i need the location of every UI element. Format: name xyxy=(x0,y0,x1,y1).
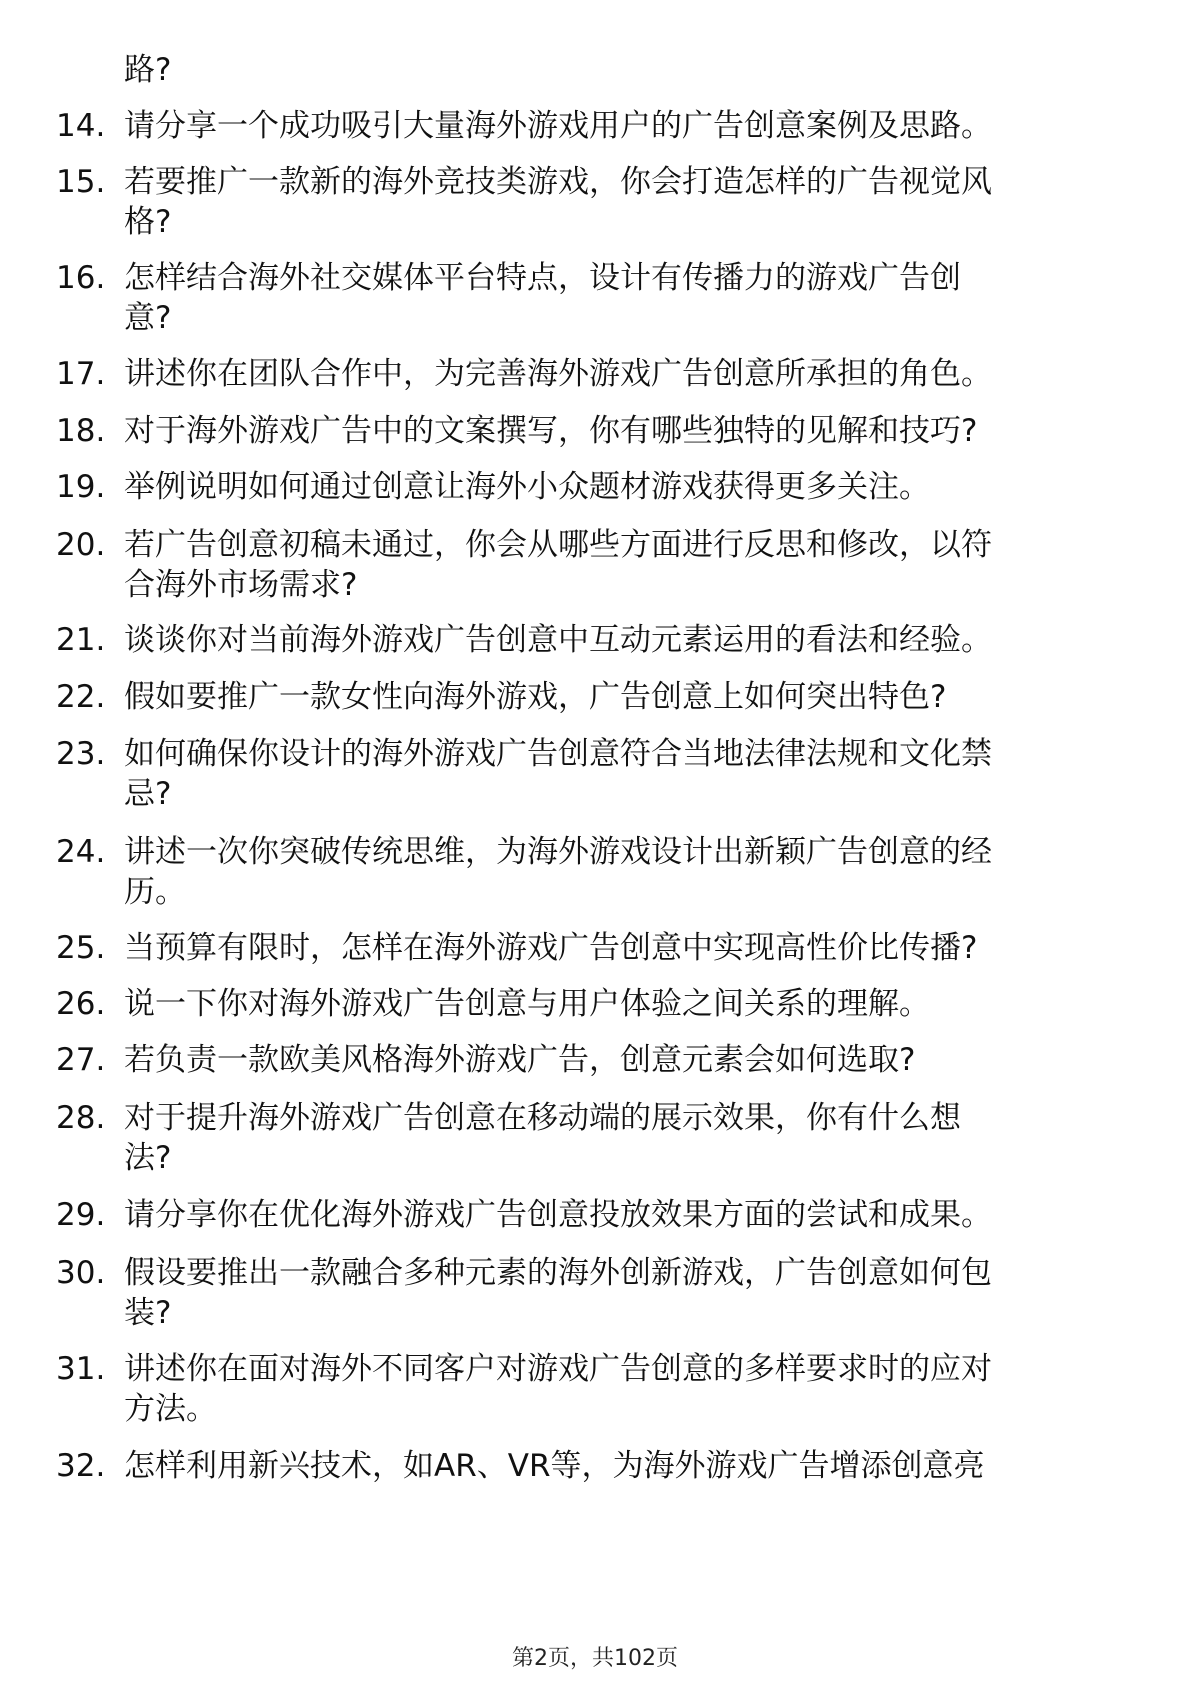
question-number: 17. xyxy=(56,356,106,392)
question-text-line: 对于海外游戏广告中的文案撰写，你有哪些独特的见解和技巧? xyxy=(124,413,978,449)
question-text-line: 合海外市场需求? xyxy=(124,567,358,603)
question-number: 23. xyxy=(56,736,106,772)
question-text-line: 请分享一个成功吸引大量海外游戏用户的广告创意案例及思路。 xyxy=(124,108,992,144)
question-text-line: 说一下你对海外游戏广告创意与用户体验之间关系的理解。 xyxy=(124,986,930,1022)
question-number: 18. xyxy=(56,413,106,449)
question-text-line: 若负责一款欧美风格海外游戏广告，创意元素会如何选取? xyxy=(124,1042,916,1078)
question-number: 24. xyxy=(56,834,106,870)
question-text-line: 举例说明如何通过创意让海外小众题材游戏获得更多关注。 xyxy=(124,469,930,505)
question-text-line: 忌? xyxy=(124,776,172,812)
question-number: 27. xyxy=(56,1042,106,1078)
question-number: 19. xyxy=(56,469,106,505)
question-text-line: 装? xyxy=(124,1295,172,1331)
question-number: 26. xyxy=(56,986,106,1022)
question-text-line: 格? xyxy=(124,204,172,240)
continuation-text: 路? xyxy=(124,52,172,88)
question-text-line: 怎样结合海外社交媒体平台特点，设计有传播力的游戏广告创 xyxy=(124,260,961,296)
question-number: 22. xyxy=(56,679,106,715)
question-text-line: 法? xyxy=(124,1140,172,1176)
question-number: 31. xyxy=(56,1351,106,1387)
question-text-line: 对于提升海外游戏广告创意在移动端的展示效果，你有什么想 xyxy=(124,1100,961,1136)
question-text-line: 讲述你在团队合作中，为完善海外游戏广告创意所承担的角色。 xyxy=(124,356,992,392)
question-number: 21. xyxy=(56,622,106,658)
question-text-line: 当预算有限时，怎样在海外游戏广告创意中实现高性价比传播? xyxy=(124,930,978,966)
question-text-line: 如何确保你设计的海外游戏广告创意符合当地法律法规和文化禁 xyxy=(124,736,992,772)
question-number: 16. xyxy=(56,260,106,296)
question-number: 25. xyxy=(56,930,106,966)
question-number: 14. xyxy=(56,108,106,144)
question-number: 20. xyxy=(56,527,106,563)
question-text-line: 方法。 xyxy=(124,1391,217,1427)
question-text-line: 谈谈你对当前海外游戏广告创意中互动元素运用的看法和经验。 xyxy=(124,622,992,658)
question-number: 15. xyxy=(56,164,106,200)
page-footer: 第2页，共102页 xyxy=(512,1646,678,1671)
question-text-line: 历。 xyxy=(124,874,186,910)
question-number: 29. xyxy=(56,1197,106,1233)
question-text-line: 怎样利用新兴技术，如AR、VR等，为海外游戏广告增添创意亮 xyxy=(124,1448,985,1484)
question-text-line: 意? xyxy=(124,300,172,336)
question-text-line: 讲述一次你突破传统思维，为海外游戏设计出新颖广告创意的经 xyxy=(124,834,992,870)
question-text-line: 请分享你在优化海外游戏广告创意投放效果方面的尝试和成果。 xyxy=(124,1197,992,1233)
question-text-line: 若广告创意初稿未通过，你会从哪些方面进行反思和修改，以符 xyxy=(124,527,992,563)
question-text-line: 假如要推广一款女性向海外游戏，广告创意上如何突出特色? xyxy=(124,679,947,715)
question-text-line: 假设要推出一款融合多种元素的海外创新游戏，广告创意如何包 xyxy=(124,1255,992,1291)
question-text-line: 讲述你在面对海外不同客户对游戏广告创意的多样要求时的应对 xyxy=(124,1351,992,1387)
question-text-line: 若要推广一款新的海外竞技类游戏，你会打造怎样的广告视觉风 xyxy=(124,164,992,200)
question-number: 32. xyxy=(56,1448,106,1484)
question-number: 28. xyxy=(56,1100,106,1136)
question-number: 30. xyxy=(56,1255,106,1291)
